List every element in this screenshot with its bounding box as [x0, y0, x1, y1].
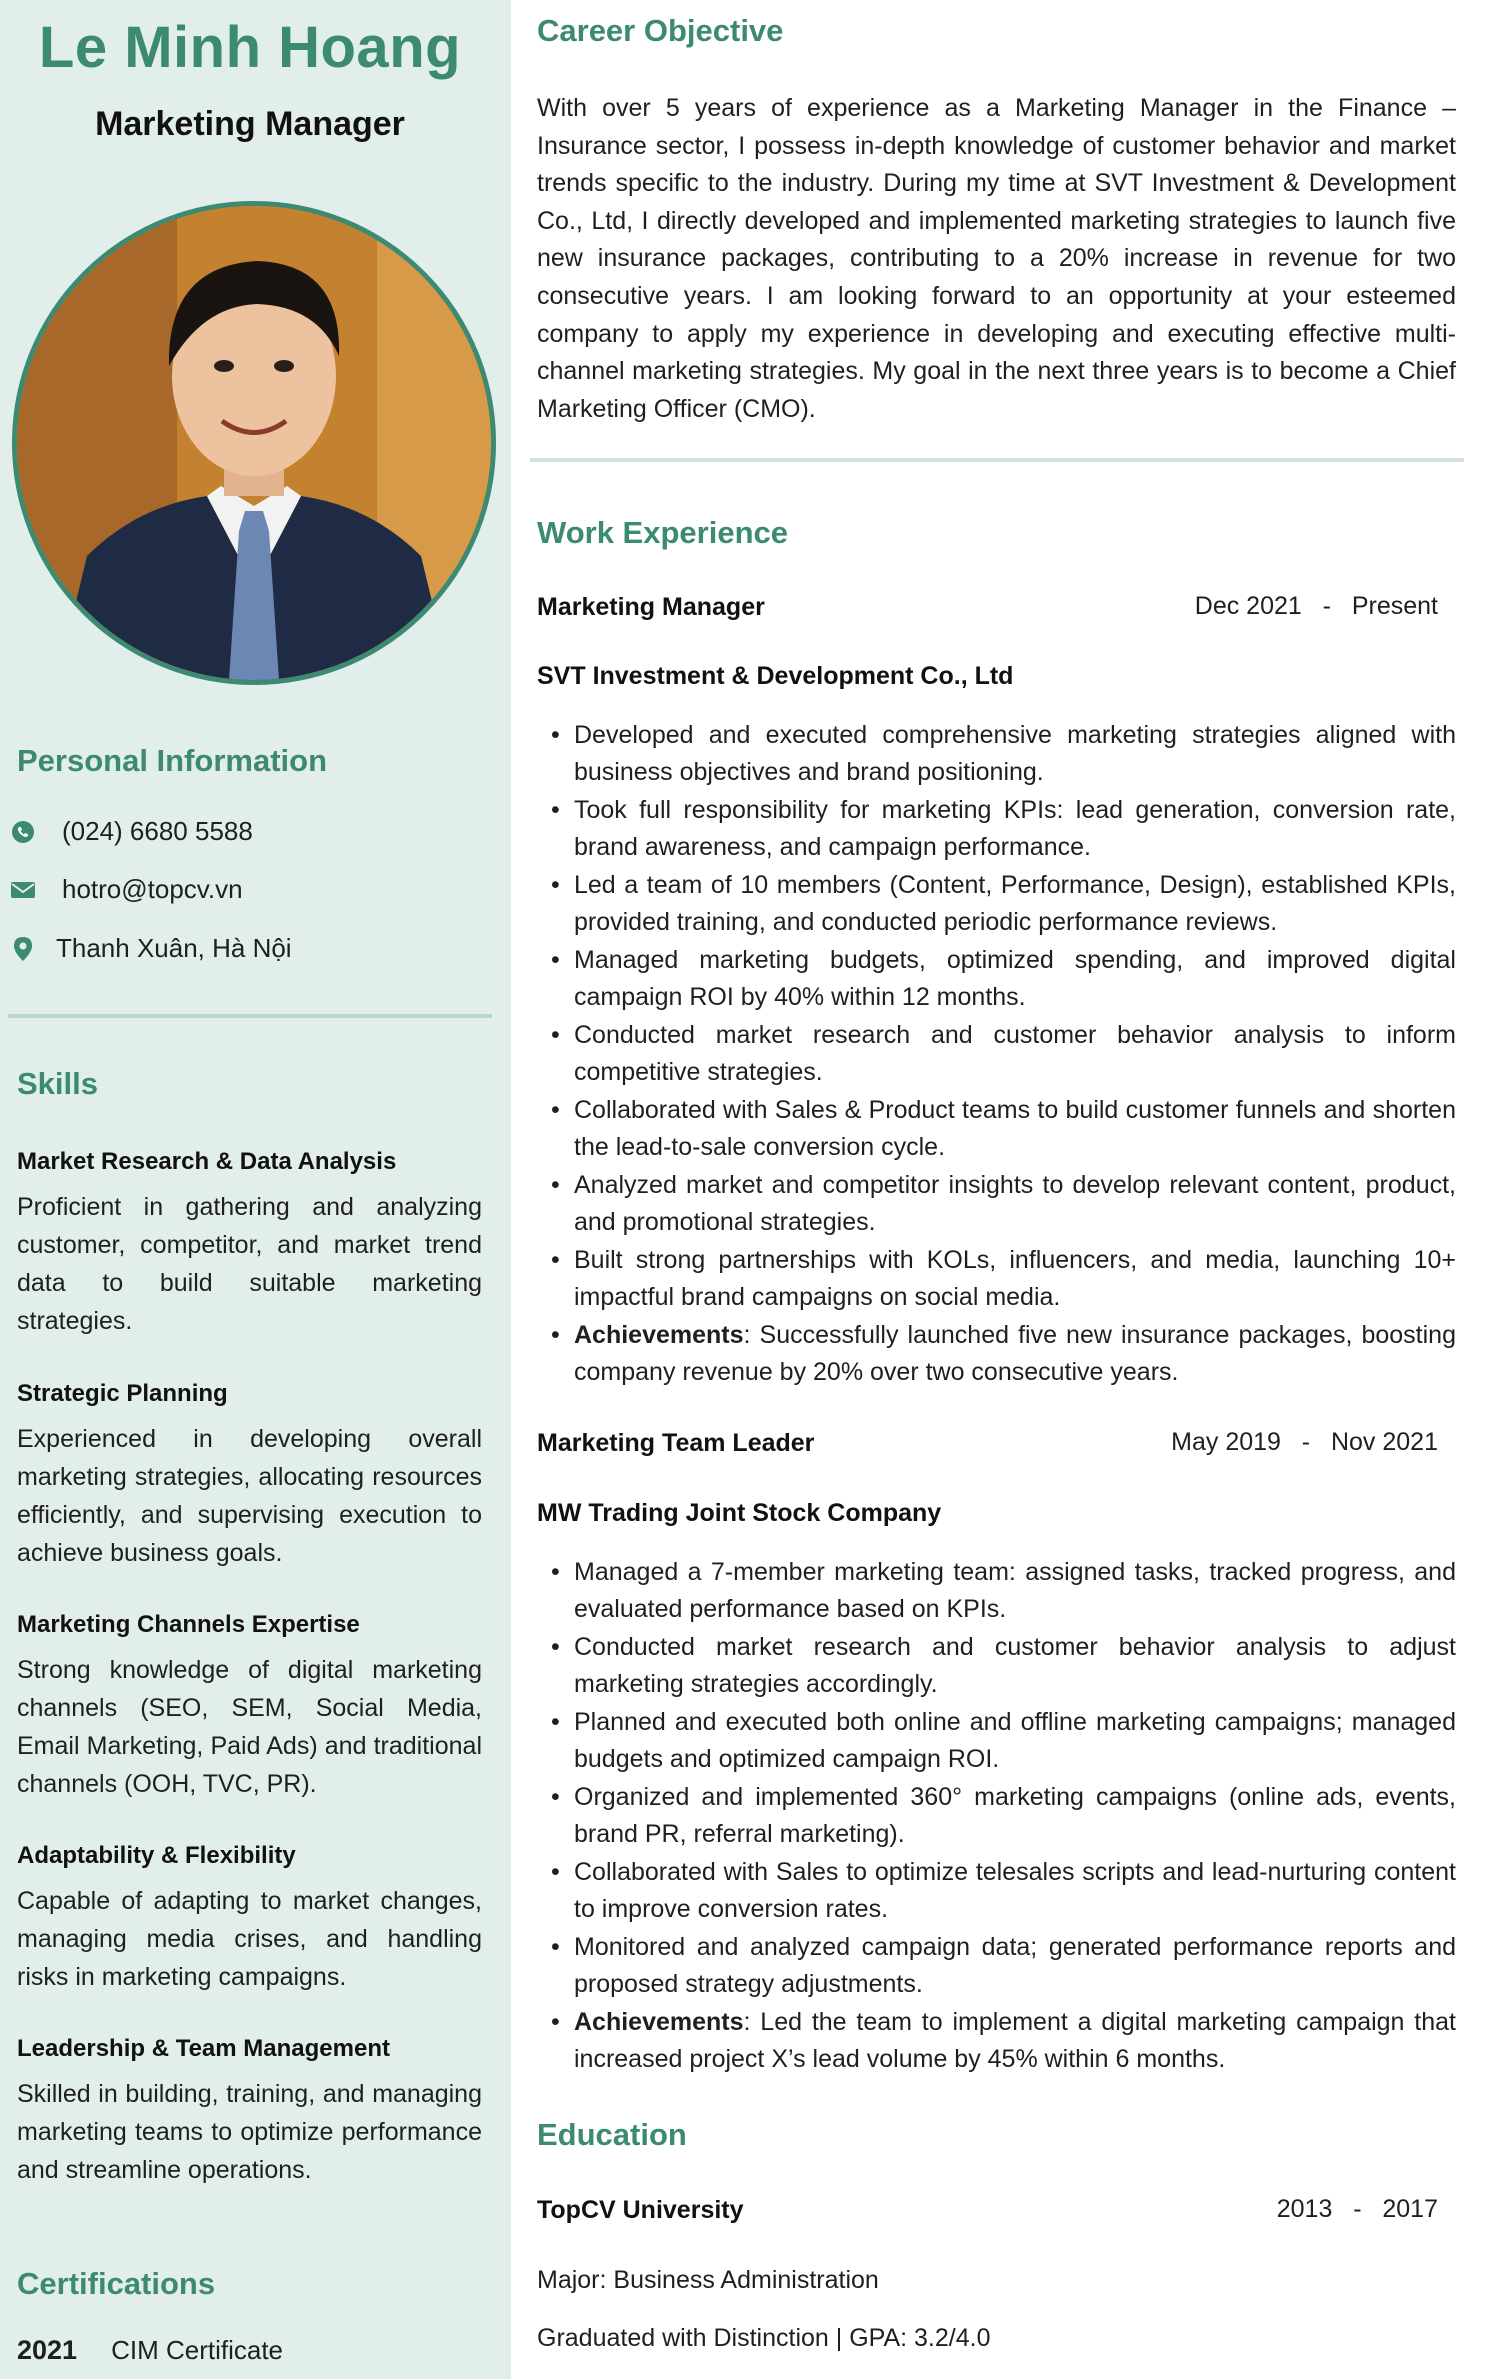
skill-title: Marketing Channels Expertise	[17, 1611, 360, 1638]
sidebar	[0, 0, 511, 2379]
achievement-item	[537, 1317, 1456, 1391]
phone-row	[8, 816, 253, 847]
date-separator: -	[1322, 592, 1331, 620]
list-item: • Collaborated with Sales to optimize telesales scripts and lead-nurturing content to improve conversion rates.	[537, 1854, 1456, 1928]
main-content	[537, 0, 1456, 2379]
education-dates	[1277, 2195, 1438, 2224]
certifications-heading: Certifications	[17, 2266, 216, 2301]
job-role: Marketing Manager	[537, 593, 765, 621]
list-item: • Collaborated with Sales & Product teams to build customer funnels and shorten the lead-to-sale conversion cycle.	[537, 1092, 1456, 1166]
career-objective-heading: Career Objective	[537, 13, 784, 48]
certification-year: 2021	[17, 2335, 78, 2365]
job-bullets	[537, 1554, 1456, 2079]
date-separator: -	[1353, 2195, 1362, 2223]
job-bullets	[537, 717, 1456, 1392]
skill-description: Capable of adapting to market changes, managing media crises, and handling risks in marketing campaigns.	[17, 1887, 482, 1991]
achievement-label: Achievements	[574, 2008, 744, 2036]
job-start: May 2019	[1171, 1428, 1281, 1456]
education-heading: Education	[537, 2117, 687, 2152]
job-end: Present	[1351, 592, 1438, 620]
achievement-text: : Successfully launched five new insurance packages, boosting company revenue by 20% over two consecutive years.	[574, 1321, 1456, 1386]
date-separator: -	[1301, 1428, 1311, 1456]
job-company: SVT Investment & Development Co., Ltd	[537, 662, 1014, 690]
job-start: Dec 2021	[1194, 592, 1302, 620]
list-item: • Developed and executed comprehensive marketing strategies aligned with business objectives and brand positioning.	[537, 717, 1456, 791]
location-pin-icon	[8, 934, 38, 964]
list-item: • Built strong partnerships with KOLs, influencers, and media, launching 10+ impactful brand campaigns on social media.	[537, 1242, 1456, 1316]
edu-end: 2017	[1382, 2195, 1438, 2223]
list-item: • Conducted market research and customer behavior analysis to adjust marketing strategies accordingly.	[537, 1629, 1456, 1703]
skill-description: Experienced in developing overall marketing strategies, allocating resources efficiently, and supervising execution to achieve business goals.	[17, 1425, 482, 1567]
skill-item	[17, 1611, 482, 1803]
list-item: • Monitored and analyzed campaign data; generated performance reports and proposed strategy adjustments.	[537, 1929, 1456, 2003]
candidate-name: Le Minh Hoang	[38, 15, 462, 80]
list-item: • Managed a 7-member marketing team: assigned tasks, tracked progress, and evaluated performance based on KPIs.	[537, 1554, 1456, 1628]
education-major: Major: Business Administration	[537, 2266, 879, 2294]
job-company: MW Trading Joint Stock Company	[537, 1499, 942, 1527]
job-dates	[1195, 592, 1438, 621]
skill-title: Leadership & Team Management	[17, 2035, 390, 2062]
list-item: • Organized and implemented 360° marketing campaigns (online ads, events, brand PR, referral marketing).	[537, 1779, 1456, 1853]
list-item: • Analyzed market and competitor insights to develop relevant content, product, and promotional strategies.	[537, 1167, 1456, 1241]
education-honors: Graduated with Distinction | GPA: 3.2/4.0	[537, 2324, 991, 2352]
skill-title: Market Research & Data Analysis	[17, 1148, 397, 1175]
achievement-label: Achievements	[574, 1321, 744, 1349]
edu-start: 2013	[1276, 2195, 1333, 2223]
work-experience-heading: Work Experience	[537, 515, 788, 550]
skill-title: Adaptability & Flexibility	[17, 1842, 296, 1869]
certification-name: CIM Certificate	[111, 2335, 283, 2365]
school-name: TopCV University	[537, 2196, 744, 2224]
candidate-title: Marketing Manager	[95, 105, 405, 143]
phone-icon	[8, 817, 38, 847]
skills-heading: Skills	[17, 1066, 98, 1101]
divider	[8, 1014, 492, 1018]
skill-description: Proficient in gathering and analyzing customer, competitor, and market trend data to build suitable marketing strategies.	[17, 1193, 482, 1335]
job-end: Nov 2021	[1330, 1428, 1438, 1456]
list-item: • Took full responsibility for marketing KPIs: lead generation, conversion rate, brand awareness, and campaign performance.	[537, 792, 1456, 866]
certification-item	[17, 2335, 283, 2366]
career-objective-text: With over 5 years of experience as a Marketing Manager in the Finance – Insurance sector, I possess in-depth knowledge of customer behavior and market trends specific to the industry. During my time at SVT Investment & Development Co., Ltd, I directly developed and implemented marketing strategies to launch five new insurance packages, contributing to a 20% increase in revenue for two consecutive years. I am looking forward to an opportunity at your esteemed company to apply my experience in developing and executing effective multi-channel marketing strategies. My goal in the next three years is to become a Chief Marketing Officer (CMO).	[537, 94, 1456, 423]
job-role: Marketing Team Leader	[537, 1429, 815, 1457]
skill-title: Strategic Planning	[17, 1380, 228, 1407]
envelope-icon	[8, 875, 38, 905]
list-item: • Conducted market research and customer behavior analysis to inform competitive strategies.	[537, 1017, 1456, 1091]
email-text: hotro@topcv.vn	[62, 874, 243, 904]
job-dates	[1171, 1428, 1438, 1457]
skill-item	[17, 1380, 482, 1572]
list-item: • Led a team of 10 members (Content, Performance, Design), established KPIs, provided training, and conducted periodic performance reviews.	[537, 867, 1456, 941]
achievement-text: : Led the team to implement a digital marketing campaign that increased project X’s lead volume by 45% within 6 months.	[574, 2008, 1456, 2073]
phone-text: (024) 6680 5588	[62, 816, 253, 846]
achievement-item	[537, 2004, 1456, 2078]
list-item: • Managed marketing budgets, optimized spending, and improved digital campaign ROI by 40% within 12 months.	[537, 942, 1456, 1016]
skill-description: Skilled in building, training, and managing marketing teams to optimize performance and streamline operations.	[17, 2080, 482, 2184]
skill-description: Strong knowledge of digital marketing channels (SEO, SEM, Social Media, Email Marketing, Paid Ads) and traditional channels (OOH, TVC, PR).	[17, 1656, 482, 1798]
address-text: Thanh Xuân, Hà Nội	[56, 933, 292, 963]
personal-info-heading: Personal Information	[17, 743, 328, 778]
list-item: • Planned and executed both online and offline marketing campaigns; managed budgets and optimized campaign ROI.	[537, 1704, 1456, 1778]
skill-item	[17, 1842, 482, 1996]
skill-item	[17, 1148, 482, 1340]
profile-photo	[12, 201, 496, 685]
address-row	[8, 933, 292, 964]
divider	[530, 458, 1464, 462]
email-row	[8, 874, 243, 905]
skill-item	[17, 2035, 482, 2189]
